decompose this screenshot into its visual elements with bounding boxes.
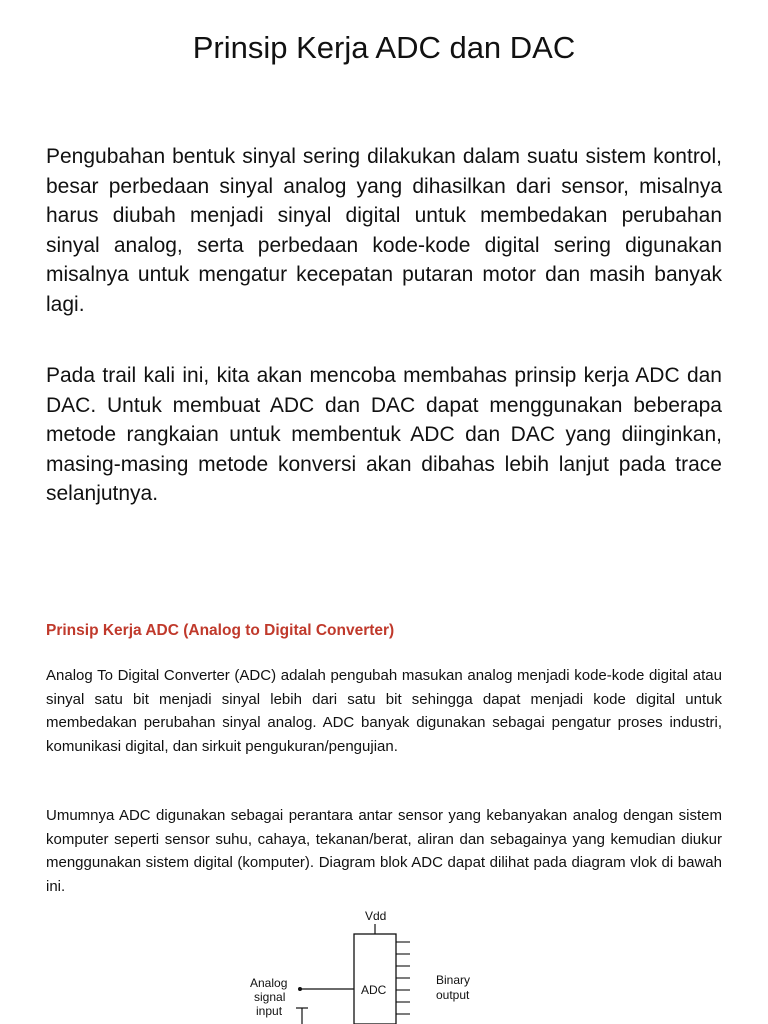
intro-paragraph-2: Pada trail kali ini, kita akan mencoba membahas prinsip kerja ADC dan DAC. Untuk membuat ADC dan DAC dapat menggunakan beberapa metode rangkaian untuk membentuk ADC dan DAC yang diinginkan, masing-masing metode konversi akan dibahas lebih lanjut pada trace selanjutnya. — [46, 364, 722, 505]
input-label-line3: input — [256, 1004, 283, 1018]
vdd-label: Vdd — [365, 909, 387, 923]
page-title: Prinsip Kerja ADC dan DAC — [192, 30, 576, 65]
intro-paragraph-1: Pengubahan bentuk sinyal sering dilakukan dalam suatu sistem kontrol, besar perbedaan sinyal analog yang dihasilkan dari sensor, misalnya harus diubah menjadi sinyal digital untuk membedakan perubahan sinyal analog, serta perbedaan kode-kode digital sering digunakan misalnya untuk mengatur kecepatan putaran motor dan masih banyak lagi. — [46, 145, 722, 316]
adc-section-heading: Prinsip Kerja ADC (Analog to Digital Converter) — [46, 622, 395, 639]
adc-paragraph-1: Analog To Digital Converter (ADC) adalah pengubah masukan analog menjadi kode-kode digital atau sinyal satu bit menjadi sinyal lebih dari satu bit sehingga dapat menjadi kode digital untuk membedakan perubahan sinyal analog. ADC banyak digunakan sebagai pengatur proses industri, komunikasi digital, dan sirkuit pengukuran/pengujian. — [46, 667, 722, 755]
adc-block-diagram — [230, 900, 530, 1024]
adc-block-label: ADC — [361, 983, 387, 997]
binary-output-lines — [396, 942, 410, 1014]
input-label-line2: signal — [254, 990, 286, 1004]
output-label-line1: Binary — [436, 973, 471, 987]
adc-paragraph-2: Umumnya ADC digunakan sebagai perantara antar sensor yang kebanyakan analog dengan sistem komputer seperti sensor suhu, cahaya, tekanan/berat, aliran dan sebagainya yang kemudian diukur menggunakan sistem digital (komputer). Diagram blok ADC dapat dilihat pada diagram vlok di bawah ini. — [46, 807, 722, 895]
adc-block — [354, 934, 396, 1024]
output-label-line2: output — [436, 988, 470, 1002]
input-label-line1: Analog — [250, 976, 288, 990]
